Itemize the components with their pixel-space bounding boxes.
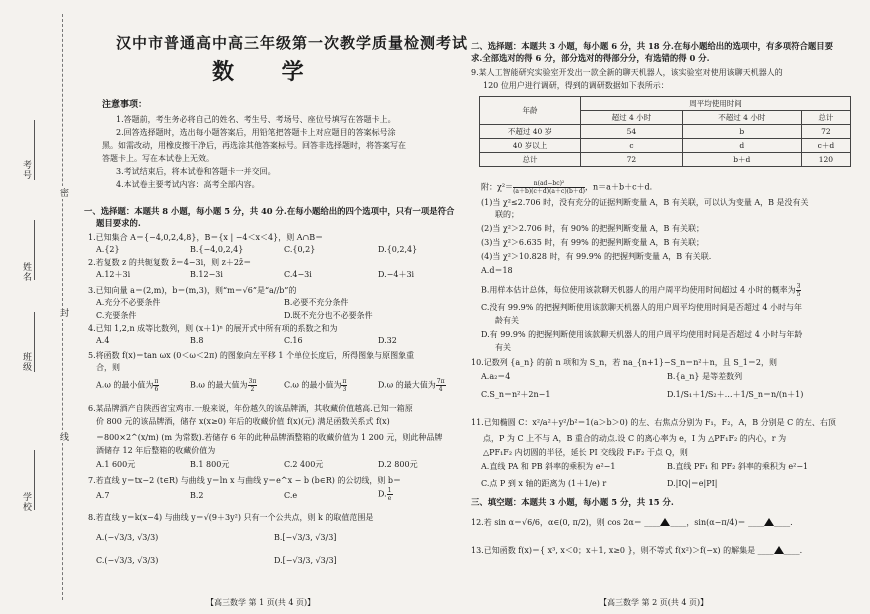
question-6-cont: ＝800×2^(x/m) (m 为常数).若储存 6 年的此种品牌酒整箱的收藏价值为 1 200 元，则此种品牌 [96,433,443,442]
q6-option-b: B.1 800元 [190,460,230,469]
q10-option-d: D.1/S₁＋1/S₂＋…＋1/S_n＝n/(n＋1) [667,390,804,399]
question-5-cont: 合，则 [96,363,120,372]
table-row [480,153,851,167]
table-cell: 总计 [480,153,581,167]
notice-line: 2.回答选择题时，选出每小题答案后，用铅笔把答题卡上对应题目的答案标号涂 [116,128,396,137]
seal-char-xian: 线 [58,432,68,441]
q9-option-c-cont: 龄有关 [495,316,519,325]
q11-option-b: B.直线 PF₁ 和 PF₂ 斜率的乘积为 e²−1 [667,462,809,471]
table-col-header: 不超过 4 小时 [682,111,801,125]
q11-option-a: A.直线 PA 和 PB 斜率的乘积为 e²−1 [481,462,616,471]
chi-square-formula: 附：χ²＝ $\frac{\text{n(ad−bc)²}}{(a+b)(c+d)(a+c)(b+d)}$ ，n＝a＋b＋c＋d. [481,180,653,195]
page-1-footer: 【高三数学 第 1 页(共 4 页)】 [206,598,316,607]
question-4: 4.已知 1,2,n 成等比数列，则 (x＋1)ⁿ 的展开式中所有项的系数之和为 [88,324,338,333]
question-1: 1.已知集合 A＝{−4,0,2,4,8}，B＝{x | −4＜x＜4}，则 A∩B＝ [88,233,324,242]
table-cell: b [682,125,801,139]
survey-table [479,96,851,167]
exam-number-blank [34,120,35,180]
q8-option-c: C.(−√3/3, √3/3) [96,556,159,565]
q3-option-a: A.充分不必要条件 [96,298,161,307]
question-8: 8.若直线 y＝k(x−4) 与曲线 y＝√(9＋3y²) 只有一个公共点，则 k 的取值范围是 [88,513,374,522]
q1-option-c: C.{0,2} [284,245,316,254]
q9-note: (4)当 χ²＞10.828 时，有 99.9% 的把握判断变量 A，B 有关联. [481,252,712,261]
question-6: 6.某品牌酒产自陕西省宝鸡市.一般来说，年份越久的该品牌酒，其收藏价值越高.已知一箱原 [88,404,413,413]
q2-option-a: A.12＋3i [96,270,131,279]
question-6-cont: 价 800 元的该品牌酒，储存 x(x≥0) 年后的收藏价值 f(x)(元) 满足函数关系式 f(x) [96,417,390,426]
question-9-cont: 120 位用户进行调研，得到的调研数据如下表所示： [483,81,669,90]
q1-option-b: B.{−4,0,2,4} [190,245,244,254]
table-row [480,125,851,139]
table-cell: 72 [801,125,850,139]
q7-option-b: B.2 [190,491,204,500]
notice-line: 4.本试卷主要考试内容：高考全部内容。 [116,180,260,189]
table-header-row [480,97,851,111]
table-row [480,139,851,153]
section-2-heading-cont: 求.全部选对的得 6 分，部分选对的得部分分，有选错的得 0 分. [471,53,710,63]
section-1-heading-cont: 题目要求的. [96,218,141,228]
question-5: 5.将函数 f(x)＝tan ωx (0＜ω＜2π) 的图象向左平移 1 个单位长度后，所得图象与原图象重 [88,351,415,360]
q4-option-a: A.4 [96,336,110,345]
q1-option-a: A.{2} [96,245,120,254]
q9-note: (1)当 χ²≤2.706 时，没有充分的证据判断变量 A，B 有关联，可以认为变量 A，B 是没有关 [481,198,809,207]
q9-option-b: B.用样本估计总体，每位使用该款聊天机器人的用户周平均使用时间超过 4 小时的概率为 $\frac{3}{5}$ [481,283,801,298]
q4-option-b: B.8 [190,336,204,345]
q7-option-d: D. $\frac{1}{e}$ [378,487,392,502]
notice-line: 3.考试结束后，将本试卷和答题卡一并交回。 [116,167,276,176]
q1-option-d: D.{0,2,4} [378,245,418,254]
table-cell: 72 [581,153,683,167]
question-11: 11.已知椭圆 C：x²/a²＋y²/b²＝1(a＞b＞0) 的左、右焦点分别为 F₁，F₂，A，B 分别是 C 的左、右顶 [471,418,836,427]
name-label: 姓名 [21,262,31,282]
school-blank [34,450,35,510]
answer-blank-icon [764,518,774,526]
q9-note: 联的； [495,210,519,219]
q6-option-c: C.2 400元 [284,460,324,469]
table-cell: 54 [581,125,683,139]
q10-option-b: B.{a_n} 是等差数列 [667,372,743,381]
q5-option-b: B.ω 的最大值为 $\frac{3\pi}{2}$ [190,378,257,393]
q9-note: (2)当 χ²＞2.706 时，有 90% 的把握判断变量 A，B 有关联； [481,224,704,233]
notice-line: 答题卡上。写在本试卷上无效。 [102,154,214,163]
q2-option-c: C.4−3i [284,270,312,279]
q10-option-a: A.a₂＝4 [481,372,511,381]
q4-option-d: D.32 [378,336,397,345]
page-2-footer: 【高三数学 第 2 页(共 4 页)】 [599,598,709,607]
q5-option-d: D.ω 的最大值为 $\frac{7\pi}{4}$ [378,378,445,393]
table-col-header: 总计 [801,111,850,125]
name-blank [34,220,35,280]
table-cell: c [581,139,683,153]
question-7: 7.若直线 y＝tx−2 (t∈R) 与曲线 y＝ln x 与曲线 y＝e^x − b (b∈R) 的公切线，则 b＝ [88,476,402,485]
seal-char-mi: 密 [58,188,68,197]
q9-note: (3)当 χ²＞6.635 时，有 99% 的把握判断变量 A，B 有关联； [481,238,704,247]
table-cell: d [682,139,801,153]
q6-option-a: A.1 600元 [96,460,136,469]
table-cell: b＋d [682,153,801,167]
question-11-cont: 点，P 为 C 上不与 A，B 重合的动点.设 C 的离心率为 e，I 为 △PF₁F₂ 的内心，r 为 [483,434,787,443]
q9-option-c: C.没有 99.9% 的把握判断使用该款聊天机器人的用户周平均使用时间是否超过 4 小时与年 [481,303,803,312]
class-blank [34,312,35,372]
q8-option-a: A.(−√3/3, √3/3) [96,533,159,542]
table-header-usage: 周平均使用时间 [581,97,851,111]
table-cell: 120 [801,153,850,167]
question-12: 12.若 sin α＝√6/6，α∈(0, π/2)，则 cos 2α＝ ____ ____，sin(α−π/4)＝ ____ ____. [471,518,793,527]
table-cell: 不超过 40 岁 [480,125,581,139]
table-cell: 40 岁以上 [480,139,581,153]
q6-option-d: D.2 800元 [378,460,418,469]
answer-blank-icon [660,518,670,526]
question-10: 10.记数列 {a_n} 的前 n 项和为 S_n，若 na_{n+1}−S_n＝n²＋n，且 S_1＝2，则 [471,358,777,367]
q5-option-c: C.ω 的最小值为 $\frac{\pi}{3}$ [284,378,347,393]
q2-option-d: D.−4＋3i [378,270,415,279]
q7-option-c: C.e [284,491,298,500]
q11-option-c: C.点 P 到 x 轴的距离为 (1＋1/e) r [481,479,607,488]
q7-option-a: A.7 [96,491,110,500]
subject-title: 数 学 [212,59,324,85]
q10-option-c: C.S_n＝n²＋2n−1 [481,390,551,399]
table-header-age: 年龄 [480,97,581,125]
question-6-cont: 酒储存 12 年后整箱的收藏价值为 [96,446,216,455]
question-11-cont: △PF₁F₂ 内切圆的半径，延长 PI 交线段 F₁F₂ 于点 Q，则 [483,448,688,457]
q3-option-b: B.必要不充分条件 [284,298,349,307]
q9-option-a: A.d＝18 [481,266,513,275]
school-label: 学校 [21,492,31,512]
exam-number-label: 考号 [21,160,31,180]
binding-margin [0,0,82,614]
notice-line: 黑。如需改动，用橡皮擦干净后，再选涂其他答案标号。回答非选择题时，将答案写在 [102,141,406,150]
exam-title: 汉中市普通高中高三年级第一次教学质量检测考试 [116,34,469,52]
question-9: 9.某人工智能研究实验室开发出一款全新的聊天机器人，该实验室对使用该聊天机器人的 [471,68,783,77]
q3-option-c: C.充要条件 [96,311,137,320]
q8-option-d: D.[−√3/3, √3/3] [274,556,337,565]
seal-char-feng: 封 [58,308,68,317]
q9-option-d-cont: 有关 [495,343,511,352]
notice-title: 注意事项： [102,100,148,110]
q5-option-a: A.ω 的最小值为 $\frac{\pi}{6}$ [96,378,159,393]
q8-option-b: B.[−√3/3, √3/3] [274,533,337,542]
section-3-heading: 三、填空题：本题共 3 小题，每小题 5 分，共 15 分. [471,497,674,507]
table-cell: c＋d [801,139,850,153]
section-2-heading: 二、选择题：本题共 3 小题，每小题 6 分，共 18 分.在每小题给出的选项中，有多项符合题目要 [471,41,833,51]
question-2: 2.若复数 z 的共轭复数 z̄＝4−3i，则 z＋2z̄＝ [88,258,252,267]
answer-blank-icon [774,546,784,554]
q2-option-b: B.12−3i [190,270,223,279]
q9-option-d: D.有 99.9% 的把握判断使用该款聊天机器人的用户周平均使用时间是否超过 4 小时与年龄 [481,330,803,339]
notice-line: 1.答题前，考生务必将自己的姓名、考生号、考场号、座位号填写在答题卡上。 [116,115,396,124]
class-label: 班级 [21,352,31,372]
q3-option-d: D.既不充分也不必要条件 [284,311,373,320]
question-13: 13.已知函数 f(x)＝{ x³, x＜0；x＋1, x≥0 }，则不等式 f(x²)＞f(−x) 的解集是 ____ ____. [471,546,803,555]
q11-option-d: D.|IQ|＝e|PI| [667,479,718,488]
table-col-header: 超过 4 小时 [581,111,683,125]
question-3: 3.已知向量 a＝(2,m)，b＝(m,3)，则“m＝√6”是“a//b”的 [88,286,297,295]
section-1-heading: 一、选择题：本题共 8 小题，每小题 5 分，共 40 分.在每小题给出的四个选项中，只有一项是符合 [84,206,455,216]
q4-option-c: C.16 [284,336,303,345]
